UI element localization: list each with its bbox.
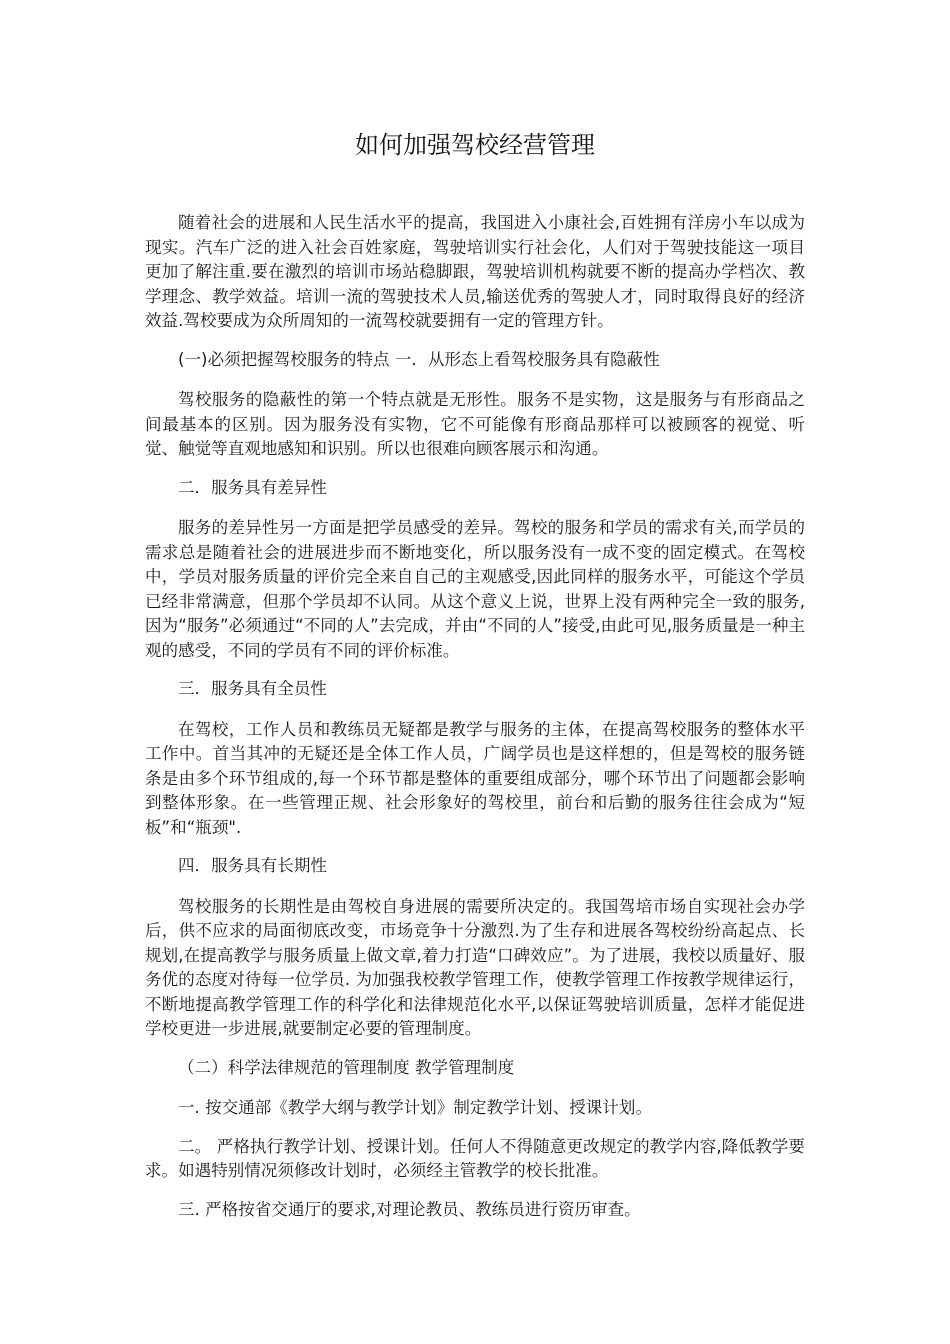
list-item-3: 三. 严格按省交通厅的要求,对理论教员、教练员进行资历审查。 bbox=[178, 1199, 641, 1219]
paragraph-intangibility: 驾校服务的隐蔽性的第一个特点就是无形性。服务不是实物，这是服务与有形商品之间最基本的区别。因为服务没有实物，它不可能像有形商品那样可以被顾客的视觉、听觉、触觉等直观地感知和识别。所以也很难向顾客展示和沟通。 bbox=[145, 390, 805, 458]
paragraph-long-term: 驾校服务的长期性是由驾校自身进展的需要所决定的。我国驾培市场自实现社会办学后，供不应求的局面彻底改变，市场竞争十分激烈.为了生存和进展各驾校纷纷高起点、长规划,在提高教学与服务质量上做文章,着力打造“口碑效应”。为了进展，我校以质量好、服务优的态度对待每一位学员. 为加强我校教学管理工作，使教学管理工作按教学规律运行，不断地提高教学管理工作的科学化和法律规范化水平,以保证驾驶培训质量，怎样才能促进学校更进一步进展,就要制定必要的管理制度。 bbox=[145, 896, 805, 1038]
section-heading-3: 三．服务具有全员性 bbox=[178, 679, 327, 698]
document-title: 如何加强驾校经营管理 bbox=[355, 131, 595, 159]
section-heading-1: (一)必须把握驾校服务的特点 一．从形态上看驾校服务具有隐蔽性 bbox=[178, 349, 660, 369]
paragraph-intro: 随着社会的进展和人民生活水平的提高，我国进入小康社会,百姓拥有洋房小车以成为现实。汽车广泛的进入社会百姓家庭，驾驶培训实行社会化，人们对于驾驶技能这一项目更加了解注重.要在激烈的培训市场站稳脚跟，驾驶培训机构就要不断的提高办学档次、教学理念、教学效益。培训一流的驾驶技术人员,输送优秀的驾驶人才，同时取得良好的经济效益.驾校要成为众所周知的一流驾校就要拥有一定的管理方针。 bbox=[145, 213, 805, 330]
section-heading-4: 四．服务具有长期性 bbox=[178, 856, 327, 875]
list-item-1: 一. 按交通部《教学大纲与教学计划》制定教学计划、授课计划。 bbox=[178, 1098, 652, 1117]
list-item-2: 二。 严格执行教学计划、授课计划。任何人不得随意更改规定的教学内容,降低教学要求。如遇特别情况须修改计划时，必须经主管教学的校长批准。 bbox=[145, 1136, 805, 1180]
paragraph-variability: 服务的差异性另一方面是把学员感受的差异。驾校的服务和学员的需求有关,而学员的需求总是随着社会的进展进步而不断地变化，所以服务没有一成不变的固定模式。在驾校中，学员对服务质量的评价完全来自自己的主观感受,因此同样的服务水平，可能这个学员已经非常满意，但那个学员却不认同。从这个意义上说，世界上没有两种完全一致的服务,因为“服务”必须通过“不同的人”去完成，并由“不同的人”接受,由此可见,服务质量是一种主观的感受，不同的学员有不同的评价标准。 bbox=[145, 518, 805, 660]
section-heading-5: （二）科学法律规范的管理制度 教学管理制度 bbox=[178, 1057, 515, 1077]
document-body bbox=[145, 211, 805, 1236]
section-heading-2: 二．服务具有差异性 bbox=[178, 477, 327, 497]
paragraph-all-staff: 在驾校，工作人员和教练员无疑都是教学与服务的主体，在提高驾校服务的整体水平工作中。首当其冲的无疑还是全体工作人员，广阔学员也是这样想的，但是驾校的服务链条是由多个环节组成的,每一个环节都是整体的重要组成部分，哪个环节出了问题都会影响到整体形象。在一些管理正规、社会形象好的驾校里，前台和后勤的服务往往会成为“短板”和“瓶颈". bbox=[145, 719, 805, 837]
